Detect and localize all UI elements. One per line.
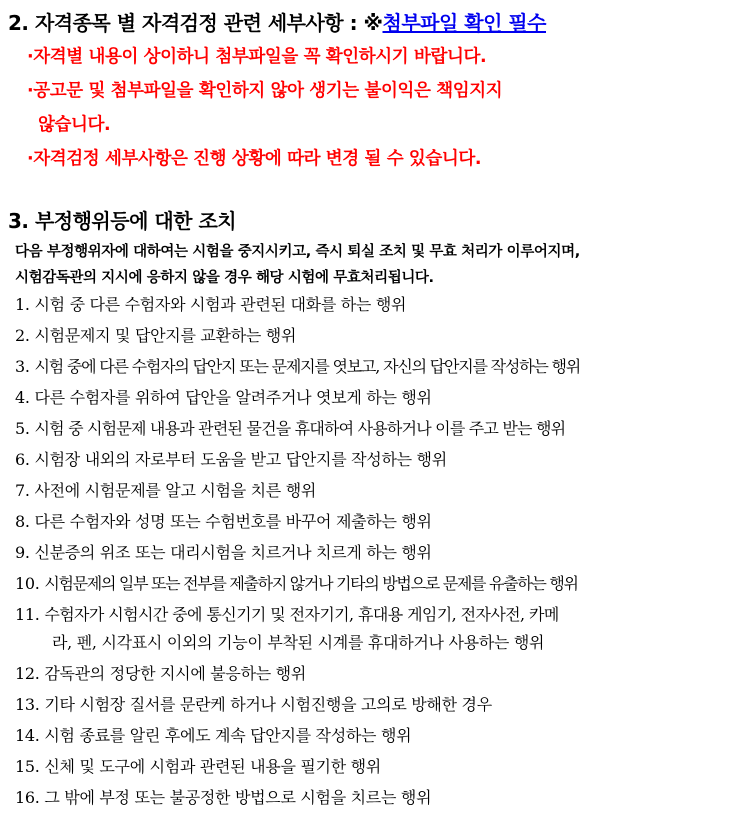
list-item-number: 6. bbox=[15, 450, 30, 469]
intro-line: 시험감독관의 지시에 응하지 않을 경우 해당 시험에 무효처리됩니다. bbox=[15, 270, 434, 286]
list-item-text: 신분증의 위조 또는 대리시험을 치르거나 치르게 하는 행위 bbox=[34, 543, 432, 562]
list-item-text: 감독관의 정당한 지시에 불응하는 행위 bbox=[44, 664, 306, 683]
list-item-number: 9. bbox=[15, 543, 30, 562]
list-item bbox=[15, 354, 580, 377]
notice-line: ·공고문 및 첨부파일을 확인하지 않아 생기는 불이익은 책임지지 bbox=[27, 81, 503, 101]
section-2-heading bbox=[8, 7, 546, 36]
list-item bbox=[15, 478, 316, 501]
list-item-number: 2. bbox=[15, 326, 30, 345]
list-item bbox=[15, 447, 447, 470]
notice-line: ·자격검정 세부사항은 진행 상황에 따라 변경 될 수 있습니다. bbox=[27, 149, 482, 169]
list-item-number: 3. bbox=[15, 357, 30, 376]
list-item bbox=[15, 661, 306, 684]
list-item-number: 12. bbox=[15, 664, 40, 683]
list-item-text: 기타 시험장 질서를 문란케 하거나 시험진행을 고의로 방해한 경우 bbox=[44, 695, 492, 714]
list-item bbox=[15, 602, 559, 625]
list-item-number: 14. bbox=[15, 726, 40, 745]
list-item bbox=[15, 785, 431, 808]
list-item-text: 수험자가 시험시간 중에 통신기기 및 전자기기, 휴대용 게임기, 전자사전, 카메 bbox=[44, 605, 559, 624]
attachment-link[interactable]: 첨부파일 확인 필수 bbox=[382, 11, 546, 35]
list-item-text: 시험 중 시험문제 내용과 관련된 물건을 휴대하여 사용하거나 이를 주고 받는 행위 bbox=[34, 419, 566, 438]
section-2-heading-text: 2. 자격종목 별 자격검정 관련 세부사항 : ※ bbox=[8, 11, 383, 35]
list-item bbox=[15, 723, 411, 746]
notice-line: 않습니다. bbox=[38, 115, 111, 135]
intro-line: 다음 부정행위자에 대하여는 시험을 중지시키고, 즉시 퇴실 조치 및 무효 처리가 이루어지며, bbox=[15, 244, 580, 260]
list-item bbox=[15, 385, 432, 408]
list-item bbox=[15, 509, 432, 532]
list-item-text: 시험장 내외의 자로부터 도움을 받고 답안지를 작성하는 행위 bbox=[34, 450, 447, 469]
list-item-number: 15. bbox=[15, 757, 40, 776]
list-item-text: 시험 종료를 알린 후에도 계속 답안지를 작성하는 행위 bbox=[44, 726, 412, 745]
list-item-number: 16. bbox=[15, 788, 40, 807]
list-item-number: 13. bbox=[15, 695, 40, 714]
list-item-text: 시험 중에 다른 수험자의 답안지 또는 문제지를 엿보고, 자신의 답안지를 작성하는 행위 bbox=[34, 357, 581, 376]
section-3-heading: 3. 부정행위등에 대한 조치 bbox=[8, 209, 237, 233]
list-item bbox=[15, 754, 381, 777]
list-item-text: 사전에 시험문제를 알고 시험을 치른 행위 bbox=[34, 481, 317, 500]
list-item-text: 시험 중 다른 수험자와 시험과 관련된 대화를 하는 행위 bbox=[34, 295, 407, 314]
list-item-text: 다른 수험자를 위하여 답안을 알려주거나 엿보게 하는 행위 bbox=[34, 388, 432, 407]
list-item bbox=[15, 540, 432, 563]
list-item-text: 그 밖에 부정 또는 불공정한 방법으로 시험을 치르는 행위 bbox=[44, 788, 432, 807]
list-item-continuation bbox=[52, 630, 544, 653]
list-item-number: 11. bbox=[15, 605, 40, 624]
list-item bbox=[15, 571, 578, 594]
list-item-text: 시험문제의 일부 또는 전부를 제출하지 않거나 기타의 방법으로 문제를 유출하는 행위 bbox=[44, 574, 578, 593]
list-item-number: 7. bbox=[15, 481, 30, 500]
list-item-number: 10. bbox=[15, 574, 40, 593]
list-item-text: 시험문제지 및 답안지를 교환하는 행위 bbox=[34, 326, 297, 345]
list-item-text: 신체 및 도구에 시험과 관련된 내용을 필기한 행위 bbox=[44, 757, 381, 776]
list-item-number: 1. bbox=[15, 295, 30, 314]
list-item-number: 4. bbox=[15, 388, 30, 407]
list-item-text: 다른 수험자와 성명 또는 수험번호를 바꾸어 제출하는 행위 bbox=[34, 512, 432, 531]
list-item-number: 8. bbox=[15, 512, 30, 531]
list-item bbox=[15, 292, 406, 315]
list-item-text: 라, 펜, 시각표시 이외의 기능이 부착된 시계를 휴대하거나 사용하는 행위 bbox=[52, 633, 545, 652]
list-item-number: 5. bbox=[15, 419, 30, 438]
list-item bbox=[15, 692, 492, 715]
list-item bbox=[15, 323, 296, 346]
list-item bbox=[15, 416, 565, 439]
notice-line: ·자격별 내용이 상이하니 첨부파일을 꼭 확인하시기 바랍니다. bbox=[27, 47, 487, 67]
